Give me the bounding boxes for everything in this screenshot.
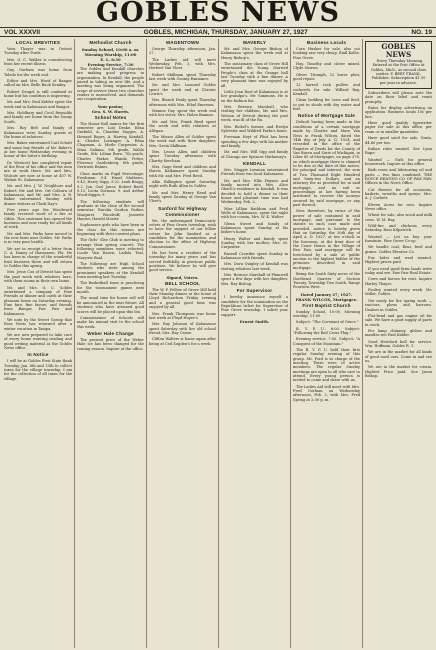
subheading: Dated January 27, 1927. [300, 291, 353, 297]
paragraph: Mrs. Gage Reed and children and Harris Kalkamaer spent Sunday with Mr. and Mrs. Fred Reed. [149, 164, 216, 178]
subheading: Ernest Smith. [239, 318, 270, 324]
paragraph: Russell Crowder spent Sunday in Kalamazoo with friends. [221, 251, 288, 261]
section-heading: WAVERLY [242, 40, 267, 45]
paragraph: Mr. and Mrs. Will Ogg and family of Chicago are Spencer Hathaway's. [221, 150, 288, 159]
column-6 [362, 39, 434, 648]
paragraph: Rates for display advertising on application. Business locals 10c per line. [365, 106, 432, 119]
issue-date: GOBLES, MICHIGAN, THURSDAY, JANUARY 27, 1927 [143, 29, 308, 36]
paragraph: Evening service, 7:00. Subject: "A Conquest of the Mountain." [293, 337, 360, 346]
paragraph: Clifton Walters is home again after being at Ceil Sugden's for a week. [149, 337, 216, 346]
paragraph: Wild-fire and chickens every Saturday. Ross Kilpatrick. [365, 224, 432, 233]
paragraph: Mrs. Rickel's farmer, and Evelyn Sylvester and Wildred Parks's home. [221, 124, 288, 133]
paragraph: Editor and Mrs. Wood of Bangor called on Mrs. Belle Buck Sunday. [4, 79, 72, 88]
paragraph: Mr. and Mrs. Frank Reed spent the week end with relatives at Allegan. [149, 119, 216, 133]
paragraph: He has been a resident of the township for many years and has served faithfully in previous public positions. We believe he will give good service. [149, 251, 216, 273]
paragraph: Miss Lillian Rathbun and Fred Wells of Kalamazoo, spent the night with her cousin, Mrs. W. K. Walter. [221, 206, 288, 220]
paragraph: B. Y. P. U., 6:00. Subject: "Following the Red Cross Flag." [293, 326, 360, 335]
section-heading: Weber Hale Change [87, 330, 134, 336]
paragraph: The Gobles and Kendall churches are making good progress in organization. In Kendall, the people joined in taking on new life, and a meeting was being organized. The scope of service these two churches render is unresolved, and demands our cooperation. [77, 67, 144, 102]
paragraph: Guy, Gurham was home from Toledo for the week end. [4, 68, 72, 77]
subheading: E. L. 6:30 [100, 57, 121, 62]
column-4 [218, 39, 290, 648]
paragraph: Default having been made in the conditions of a certain mortgage made by Charles and Mary Van Ness to Frank Wilcox, dated the 14th day of July A. D. 1924, and recorded in the office of the Register of Deeds for the County of Van Buren and State of Michigan, in Liber 85 of Mortgages, on page 378, on which mortgage there is claimed to be due at the date of this notice, for principal and interest, the sum of Two Thousand Eight Hundred and Sixty-two Dollars, and an attorney fee as provided for in said mortgage, and no suit or proceedings at law having been instituted to recover the moneys secured by said mortgage, or any part thereof. [293, 120, 360, 207]
paragraph: Mannie Day spent the week end with her sister, Mrs. Helen Bannan. [149, 109, 216, 118]
paragraph: Mrs. Bernice Marshall, who visiting her children, Mr. and Mrs. Watson of Detroit during the past week, was ill of the flu. [221, 105, 288, 123]
paragraph: The missionary class of Grove Hill entertained the Young Married People's class at the Grange hall last Tuesday with a fine dinner. A very pleasant time was enjoyed by all. [221, 62, 288, 88]
paragraph: Now, therefore, by virtue of the power of sale contained in said mortgage, and pursuant to the statute in such case made and provided, notice is hereby given that on Saturday, the 30th day of April A. D. 1927, at ten o'clock in the forenoon, at the front door of the Court House in the Village of Paw Paw, said mortgage will be foreclosed by a sale at public auction to the highest bidder of the premises described in said mortgage. [293, 209, 360, 270]
paragraph: The present price of the Weber Hale ice has been changed for the coming season. Inquire at the office. [77, 337, 144, 351]
paragraph: George Thursday afternoon, Jan. 27. [149, 47, 216, 56]
paragraph: Mrs. Blanch Healy spent Thursday afternoon with Mrs. Ethel Emerson. [149, 98, 216, 107]
paragraph: We handle coal, flour, feed and grains. Gobles Elevator Co. [365, 245, 432, 254]
paragraph: 12 barred rock pullets and cockerels for sale. Willard Ray, Kendall. [293, 83, 360, 97]
paragraph: Oliver Triumph, 12 horse plow, good repair. [293, 72, 360, 82]
publisher-box-text: Every Thursday Morning. Entered at the Post Office at Gobles, Mich., as second class matter. F. BERT FRANK, Publisher. Subscription $1.50 per year in advance. [370, 59, 427, 85]
paragraph: Mrs. Holdbury and Cecil Reynolds and family are home from the Sunny South. [4, 111, 72, 124]
paragraph: Mrs. Baker entertained Carl Schutt and some boy friends of Mr. Baker's at her home Wednesday evening in honor of the latter's birthday. [4, 141, 72, 159]
paragraph: Corn Husker for sale, also cut husking saw very cheap. Emil Kolbe, Pine Grove. [293, 47, 360, 60]
paragraph: The following are High School students who were among the prominent speakers at the Kendall town meeting last Tuesday. [77, 262, 144, 280]
subheading: Sunday School, 10:00 a. m. [81, 47, 140, 52]
paragraph: Mr. and Mrs. O. C. Gobles entertained a company of Fine Friends at dinner and cards at their pleasant home on Saturday evening. Fine fare, fine favors, and friends from Bangor, Paw Paw and Kalamazoo. [4, 285, 72, 316]
paragraph: Little Jean Root of Kalamazoo is at her grandpa's, Mr. Simmons. He is on the fashion list. [221, 90, 288, 103]
paragraph: Cut flowers for all occasions, baskets, wreaths and sprays. Mrs. A. J. Corbett. [365, 187, 432, 201]
paragraph: Have good quality typewriter paper for sale at this office, per ream or in smaller quantities. [365, 121, 432, 134]
paragraph: Get ready for the spring work — tractors, plows and harrows. Dealers in Gobles. [365, 298, 432, 312]
section-heading: Methodist Church [89, 40, 132, 45]
newspaper-title: GOBLES NEWS [96, 0, 340, 28]
paragraph: Italian rules wanted. See Lynn Rupe. [365, 146, 432, 156]
subheading: FRANK WILCOX, Mortgagee. [295, 296, 358, 302]
paragraph: Freeman Hoyt of Flint has been spending a few days with his mother and family. [221, 135, 288, 148]
masthead [0, 0, 436, 28]
paragraph: The Ladies Aid will meet with Mrs. Fred Gorham on Wednesday afternoon, Feb. 2, with Mrs. Fred Spring at 2:30 p. m. [293, 384, 360, 402]
paragraph: Cows and horses for rent. Inquire Harley Thayer. [365, 277, 432, 286]
paragraph: Poultry wanted every week. Mr. Miller, Gobles. [365, 288, 432, 297]
paragraph: Class marks on Pupil Percentage: Freshmen, 9.4. Hazel Mathews, 9.43, Harry Sapp, 9.22. Leah Bragg, 9.2. Jun. Carl Jones, Robert Buell, 9.15, Leota Dorman, 9. and Arthur Wood-digger, 9. [77, 171, 144, 198]
section-heading: WAGENTOWN [165, 40, 200, 45]
paragraph: The usual time for honor roll will be announced in the near future. All students who have attained good scores will be placed upon this list. [77, 296, 144, 314]
paragraph: The Honor Roll names for the first semester are: Lois Drake, Edna Garfield, A. Claudine Sugges, A. Howard Ropes, A. Harvey, Kendall, A. Charles Loisinger, A. Edna Chapman, A. Merle Carpenter, A. Mina Galiana. 5th grade, Waldo Grade, 8th: Liliian Burn. 7th grade, Charles Parker, Wanda Potter, Florence Gardenberg. 6th grade, Gertrude Raines. [77, 121, 144, 170]
paragraph: Hay, Timothy and clover mixed. Clyde Strawn. [293, 62, 360, 71]
section-heading: LOCAL BREVITIES [15, 40, 61, 45]
paragraph: Mrs. Bernice Marshall of Plainwell spent a few days with her daughter, Mrs. Ray Bishop. [221, 273, 288, 286]
paragraph: Vern Thayer was in Detroit Tuesday after Fords. [4, 47, 72, 56]
paragraph: Have good used for sale. Grain, $4.60 per ton. [365, 136, 432, 145]
paragraph: For lamp chimney, globes and mantles see Paul Kidder. [365, 328, 432, 338]
subheading: Geo. S. W. Harris. [91, 108, 130, 114]
publisher-box-title: GOBLES NEWS [381, 42, 416, 59]
paragraph: Sophomore girls who have been in the class for this season are beginning with their current plans. [77, 223, 144, 236]
paragraph: The Basketball team is practicing for the tournament games next month. [77, 281, 144, 295]
paragraph: Robert Dengel is still confined at home but his condition is improving. [4, 89, 72, 99]
paragraph: The following students will graduate at the close of the second semester: Rarolia Gordon Parker, Margaret Woodruff, Jeanette Hauser, Harold Mosier. [77, 199, 144, 221]
paragraph: We note by the Street Gossip that Ross Nevis has returned after a winter vacation in Tampa. [4, 317, 72, 331]
paragraph: Mr. and Mrs. George Bishop of Kalamazoo spent the week end at Henry Bishop's. [221, 47, 288, 60]
paragraph: Mrs. Leone Allen and children spent Tuesday afternoon with Charity Kercham. [149, 149, 216, 163]
column-5 [290, 39, 362, 648]
paragraph: Mr. and Mrs. J. W. Neighbors and Robert, Mr. and Mrs. Ort Colburn of Kalamazoo, and Mr. and Mrs. A. B. Baker entertained Sunday with dinner visitors at Clark Day's. [4, 184, 72, 206]
section-heading: School Notes [94, 114, 127, 120]
volume-label: VOL XXXVII [4, 29, 41, 36]
paragraph: Mrs. Frank Thompson was home last week at Floyd Huyer's. [149, 311, 216, 320]
paragraph: The Misses Allen of Gobles spent the week end with their daughter, Mrs. Gavin Skillman. [149, 134, 216, 148]
section-heading: KENDALL [242, 160, 267, 166]
paragraph: Glenn Sweet and family of Kalamazoo spent Sunday at his father's home. [221, 221, 288, 235]
section-heading: In Notice [27, 352, 49, 358]
subheading: Signed, Voters. [166, 274, 199, 280]
paragraph: Mrs. Ray Johnson of Kalamazoo spent Saturday with her old school friend, Mrs. Ray Crane. [149, 322, 216, 335]
paragraph: Commissioner of Schools will make his annual visit to the school this week. [77, 315, 144, 329]
issue-number: NO. 19 [411, 29, 432, 36]
subheading: Evening Service, 7:30 [87, 62, 134, 67]
paragraph: Bath room and lubricating oil and parts — two lines combined. THE ROYCE HEATING CO. OF PAW PAW. Offices in the News Office. [365, 168, 432, 186]
paragraph: We are now prepared to take care of every home wanting reading and good writing material at the Gobles News office. [4, 332, 72, 350]
paragraph: Mrs. Roy Belt and family of Kalamazoo were Sunday guests at the home of relatives. [4, 126, 72, 139]
paragraph: Eleven Acres for rent. Inquire News office. [365, 202, 432, 211]
paragraph: Being the South Sixty acres of the Northeast Quarter of Section Twenty, Township Two South, Range Fourteen West. [293, 272, 360, 290]
paragraph: Mr. and Mrs. Parks have moved to the new farm near Gobles. Mr. Parks is in very poor health. [4, 231, 72, 245]
paragraph: We, the undersigned Democratic voters of Pine Grove township, wish to have the support of our fellow voters for John Sanford as a candidate for the nomination and election to the office of Highway Commissioner. [149, 218, 216, 249]
paragraph: Good Hereford bull for service. Wm. Hoffman, Gobles R. 1. [365, 339, 432, 348]
paragraph: Allie Billington spent Saturday night with Ruth Allen in Gobles. [149, 179, 216, 189]
paragraph: We are in the market for cream. Highest Price paid. See Jason Bishop. [365, 365, 432, 378]
paragraph: Sunday School, 10:00. Morning worship, 11:00. [293, 309, 360, 318]
dateline-bar [0, 27, 436, 37]
paragraph: Flat-head and gas engine oil for sale. We have a good supply of parts in stock. [365, 313, 432, 327]
paragraph: We are in the market for all kinds of good used cars. Come in and see us. [365, 350, 432, 363]
column-3 [146, 39, 218, 648]
paragraph: Wanted — Girls for general housework. Inquire at this office. [365, 157, 432, 166]
column-2 [74, 39, 146, 648]
paragraph: Mr. and Mrs. Henry Reed and family spent Sunday at George Van Vleet's. [149, 190, 216, 204]
paragraph: Henry Walter and family spent Sunday with her mother, Mrs. M. Carpenter. [221, 236, 288, 250]
paragraph: The W. F. Fellow of Grove Hill held their Monday dinner at the home of Lloyd Richardson Friday evening and a general good time was enjoyed by all. [149, 287, 216, 310]
paragraph: Subscribers will please note the date on their label and remit promptly. [365, 91, 432, 104]
paragraph: The Ladies aid will meet Wednesday, Feb. 2, with Mrs. Herbert Van Vleet. [149, 57, 216, 71]
paragraph: Mr. and Mrs. Leonard Gobles spent the week end at Chester Lewis's. [149, 83, 216, 97]
paragraph: Mrs. Jesse Cox of Detroit has spent the past week with relatives here, with them rooms in their own home. [4, 270, 72, 284]
paragraph: Subject: "The Covenant of Grace." [296, 320, 359, 325]
section-heading: For Supervisor [236, 288, 273, 294]
paragraph: I hereby announce myself a candidate for the nomination on the Republican ticket for Supervisor of Pine Grove township. I solicit your support. [221, 295, 288, 317]
paragraph: Clean bedding for cows and feed, to put in sheds with dry water and fuel. [293, 98, 360, 112]
paragraph: Mr. and Mrs. Ellis Haynes and family moved into Mrs. Alice Gleich's residence in Kendall. It was decided to hold a dinner in their honor and pleasant time was had Wednesday, Feb. 2. [221, 178, 288, 205]
paragraph: Fur, hides and wool wanted. Highest prices paid. [365, 256, 432, 265]
section-heading: Notice of Mortgage Sale [298, 113, 355, 119]
paragraph: Mrs. Dora Quigley of Kendall was visiting relatives last week. [221, 262, 288, 271]
paragraph: Mrs. O. C. Walker is convalescing from her recent illness. [4, 57, 72, 67]
paragraph: Five years ago the Woodward family received word of a fire at Gibbs. This customer has opened the business and now ready for all kinds of work. [4, 208, 72, 230]
paragraph: Wheat for sale, also wood and milk cows. W. M. Ray. [365, 213, 432, 222]
paragraph: Robert Skillman spent Thursday last week with County Examiner. [149, 72, 216, 82]
section-heading: Sanford for Highway Commissioner [158, 205, 207, 217]
subheading: Morning Worship, 11:00 [84, 52, 137, 57]
section-heading: First Baptist Church [302, 302, 351, 308]
paragraph: Wanted — Let us buy your furniture. Pine Grove Co-op. [365, 234, 432, 244]
article-columns [2, 39, 434, 648]
paragraph: The B. Y. P. U. held their first regular Sunday evening of this group. Mr. Ford is in charge of the meeting. There were 20 active members. The regular Sunday meetings are open to all who care to attend. Every young person is invited to come and share with us. [293, 347, 360, 383]
column-1 [2, 39, 74, 648]
paragraph: I will be at Gobles First State Bank Tuesday, Jan. 8th and 15th to collect taxes for the village township. I am for the collection of all taxes for the village. [4, 359, 72, 381]
section-heading: BELL SCHOOL [164, 280, 201, 286]
paragraph: Dr. Westcott has completed repair of the floor of his office and the men are at work there. Mr. and Mrs. Wolcott are now at home at 407 W. Walnut St. Kalamazoo. [4, 160, 72, 182]
paragraph: Mrs. Maggie Lowman entertained Friends from two local Kalamazoo. [221, 167, 288, 177]
publisher-box [365, 41, 432, 89]
paragraph: If you need good farm lands write today and see. Paw Paw Real Estate. [365, 266, 432, 276]
section-heading: Business Locals [306, 40, 347, 45]
paragraph: The Girls' Glee Club is meeting to arrange their spring concert. The following members were selected: Lucile Van Rasen, Ladola Teal, Marjorie Beal. [77, 238, 144, 260]
subheading: Your pastor, [97, 103, 124, 109]
paragraph: We are in receipt of a letter from C. A. Haney of Hiawassee, Fla. He has been in charge of the wonderful fruit business there and will return to Gobles this spring. [4, 246, 72, 269]
paragraph: Mr. and Mrs. Paul Kidder spent the week end in Kalamazoo and Bangor. [4, 100, 72, 109]
